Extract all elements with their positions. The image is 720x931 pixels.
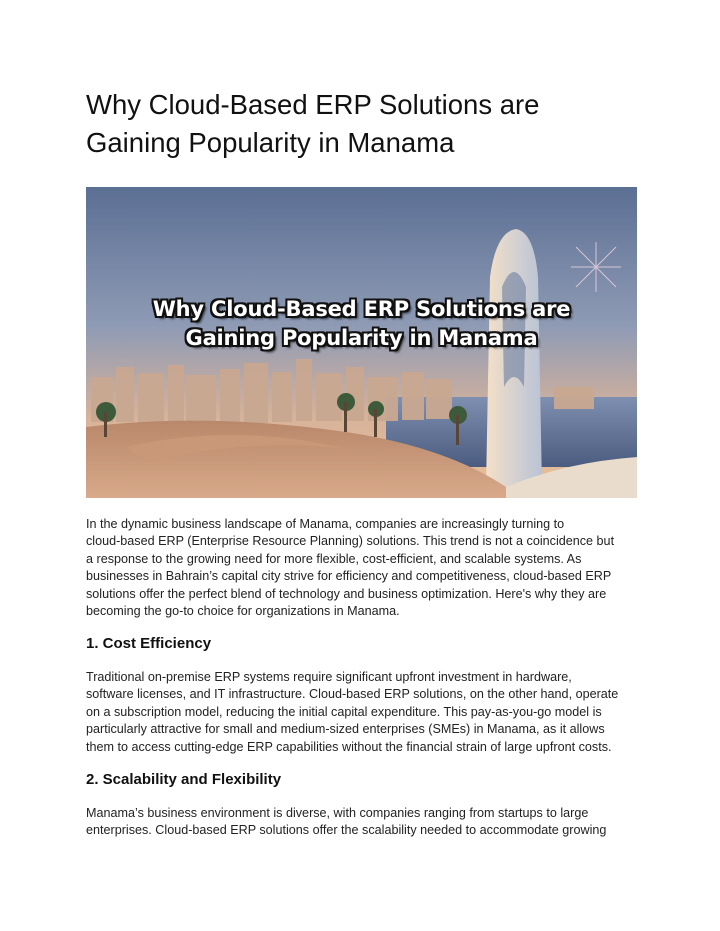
section-heading-cost-efficiency: 1. Cost Efficiency (86, 635, 212, 652)
article-title-line-2: Gaining Popularity in Manama (86, 127, 455, 158)
hero-overlay-title (86, 295, 637, 353)
intro-line: In the dynamic business landscape of Manama, companies are increasingly turning to (86, 517, 565, 531)
paragraph-line: software licenses, and IT infrastructure. Cloud-based ERP solutions, on the other hand, operate (86, 687, 619, 702)
paragraph-line: enterprises. Cloud-based ERP solutions offer the scalability needed to accommodate growing (86, 823, 607, 838)
intro-line: a response to the growing need for more flexible, cost-efficient, and scalable systems. As (86, 551, 582, 566)
section-heading-scalability: 2. Scalability and Flexibility (86, 771, 282, 788)
paragraph-line: on a subscription model, reducing the initial capital expenditure. This pay-as-you-go model is (86, 704, 602, 719)
hero-overlay-line-1: Why Cloud-Based ERP Solutions are (152, 297, 571, 321)
intro-line: solutions offer the perfect blend of technology and business optimization. Here's why they are (86, 586, 607, 601)
article-title (86, 86, 646, 162)
paragraph-line: them to access cutting-edge ERP capabilities without the financial strain of large upfront costs. (86, 739, 612, 754)
section-paragraph-scalability (86, 805, 638, 840)
article-title-line-1: Why Cloud-Based ERP Solutions are (86, 89, 540, 120)
intro-line: cloud-based ERP (Enterprise Resource Planning) solutions. This trend is not a coincidence but (86, 534, 615, 549)
paragraph-line: Traditional on-premise ERP systems require significant upfront investment in hardware, (86, 670, 572, 684)
hero-image (86, 187, 637, 498)
hero-overlay-line-2: Gaining Popularity in Manama (185, 326, 538, 350)
intro-line: becoming the go-to choice for organizations in Manama. (86, 604, 400, 619)
intro-paragraph (86, 516, 638, 620)
fireworks (571, 242, 621, 292)
section-paragraph-cost-efficiency (86, 669, 638, 756)
intro-line: businesses in Bahrain’s capital city strive for efficiency and competitiveness, cloud-based ERP (86, 569, 612, 584)
paragraph-line: particularly attractive for small and medium-sized enterprises (SMEs) in Manama, as it allows (86, 722, 605, 737)
paragraph-line: Manama’s business environment is diverse, with companies ranging from startups to large (86, 806, 589, 820)
